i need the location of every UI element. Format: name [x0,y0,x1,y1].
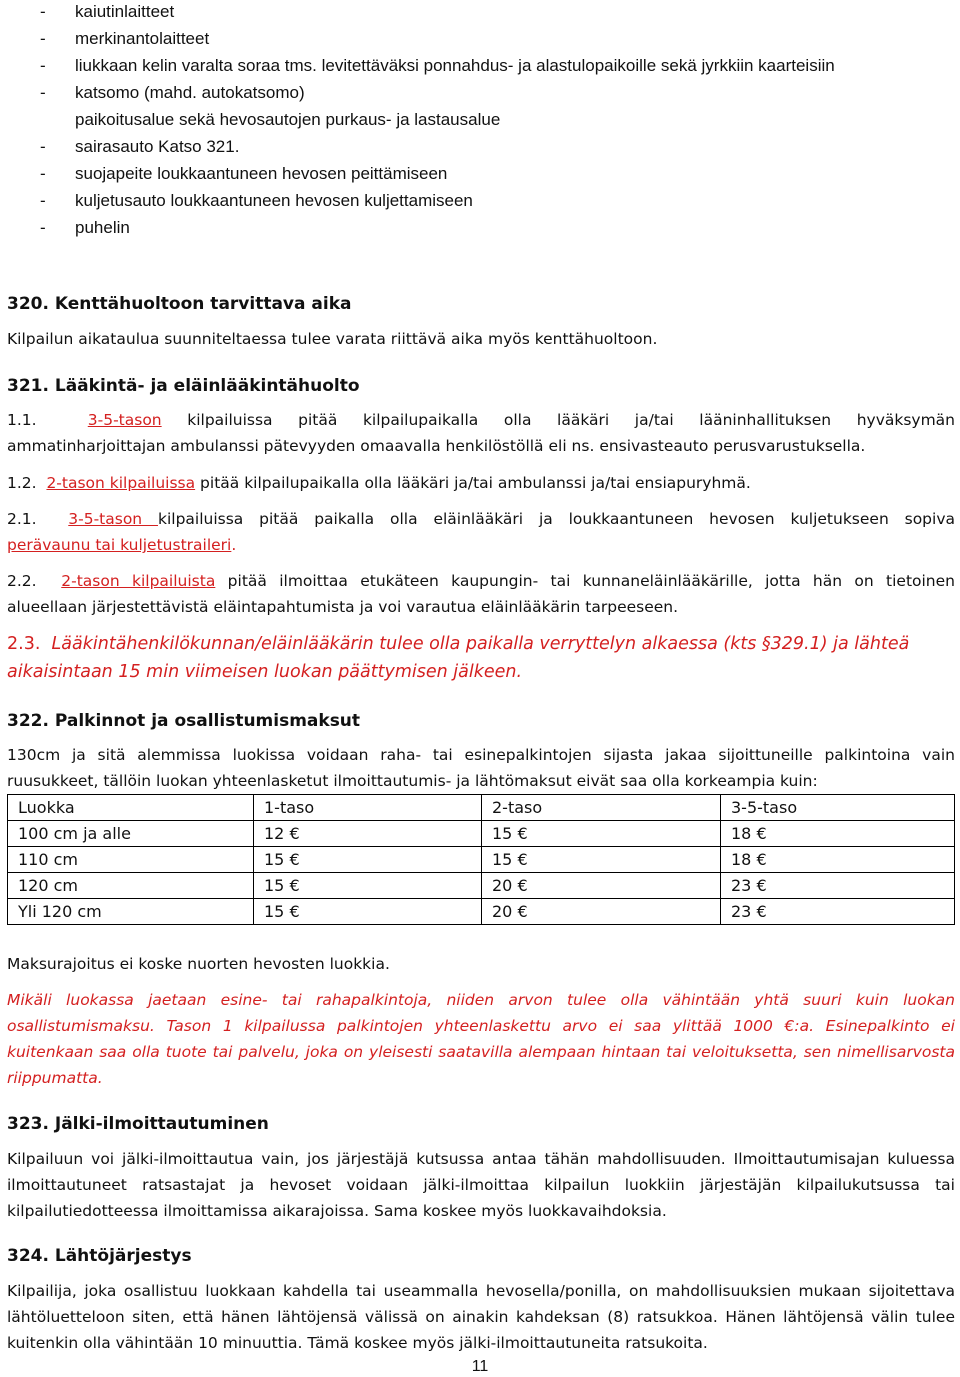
paragraph-2-1 [7,506,955,558]
table-cell: 23 € [721,873,955,899]
section-322-title: 322. Palkinnot ja osallistumismaksut [7,711,361,731]
table-cell: 15 € [482,821,721,847]
paragraph-line [7,630,955,658]
paragraph-1-2 [7,470,955,496]
list-dash: - [40,191,46,210]
level-link[interactable]: 3-5-tason [87,411,162,429]
table-cell: 100 cm ja alle [8,821,254,847]
table-cell: 12 € [254,821,482,847]
paragraph-line [7,532,955,558]
list-item-text: merkinantolaitteet [75,29,210,48]
paragraph-number: 1.1. [7,411,37,429]
paragraph-line: ammatinharjoittajan ambulanssi pätevyyden omaavalla henkilöstöllä eli ns. ensivasteauto perusvarustuksella. [7,437,866,455]
fee-note: Maksurajoitus ei koske nuorten hevosten luokkia. [7,955,390,973]
section-322-intro: 130cm ja sitä alemmissa luokissa voidaan raha- tai esinepalkintojen sijasta jakaa sijoittuneille palkintoina vain ruusukkeet, tällöin luokan yhteenlasketut ilmoittautumis- ja lähtömaksut eivät saa olla korkeampia kuin: [7,746,955,790]
section-320-text: Kilpailun aikataulua suunniteltaessa tulee varata riittävä aika myös kenttähuoltoon. [7,330,658,348]
list-dash: - [40,29,46,48]
table-cell: 18 € [721,821,955,847]
list-item-text: suojapeite loukkaantuneen hevosen peittämiseen [75,164,448,183]
fee-table [7,794,955,925]
table-cell: 20 € [482,873,721,899]
paragraph-text: kilpailuissa pitää kilpailupaikalla olla lääkäri ja/tai lääninhallituksen hyväksymän [187,411,956,429]
paragraph-text: kilpailuissa pitää paikalla olla eläinlääkäri ja loukkaantuneen hevosen kuljetukseen sopiva [157,510,955,528]
list-item-text: kuljetusauto loukkaantuneen hevosen kuljettamiseen [75,191,473,210]
paragraph-line: aikaisintaan 15 min viimeisen luokan päättymisen jälkeen. [7,662,523,682]
paragraph-line [7,407,955,433]
period: . [231,536,237,554]
list-dash: - [40,137,46,156]
list-item-text: sairasauto Katso 321. [75,137,240,156]
section-320-title: 320. Kenttähuoltoon tarvittava aika [7,294,352,314]
section-321-title: 321. Lääkintä- ja eläinlääkintähuolto [7,376,360,396]
list-item-text: katsomo (mahd. autokatsomo) [75,83,305,102]
table-header-cell: Luokka [8,795,254,821]
section-323-text: Kilpailuun voi jälki-ilmoittautua vain, jos järjestäjä kutsussa antaa tähän mahdollisuuden. Ilmoittautumisajan kuluessa ilmoittautuneet ratsastajat ja hevoset voidaan jälki-ilmoittaa kilpailun luokkiin järjestäjän kilpailukutsussa tai kilpailutiedotteessa ilmoittamissa aikarajoissa. Sama koskee myös luokkavaihdoksia. [7,1150,955,1220]
list-item-text: paikoitusalue sekä hevosautojen purkaus- ja lastausalue [75,110,501,129]
page-number: 11 [471,1358,489,1375]
trailer-link[interactable]: perävaunu tai kuljetustraileri [7,536,232,554]
table-cell: 120 cm [8,873,254,899]
table-header-cell: 3-5-taso [721,795,955,821]
table-cell: 18 € [721,847,955,873]
table-cell: 15 € [254,873,482,899]
paragraph-line: alueellaan järjestettävistä eläintapahtumista ja voi varautua eläinlääkärin tarpeeseen. [7,598,679,616]
table-cell: 20 € [482,899,721,925]
list-dash: - [40,83,46,102]
paragraph-1-1 [7,407,955,459]
paragraph-number: 2.3. [7,634,41,654]
paragraph-2-3 [7,630,955,686]
table-cell: 15 € [254,899,482,925]
list-item-text: puhelin [75,218,130,237]
paragraph-number: 1.2. [7,474,37,492]
section-323-title: 323. Jälki-ilmoittautuminen [7,1114,269,1134]
table-cell: 15 € [254,847,482,873]
table-cell: Yli 120 cm [8,899,254,925]
table-row [8,821,955,847]
list-dash: - [40,164,46,183]
paragraph-text: Lääkintähenkilökunnan/eläinlääkärin tulee olla paikalla verryttelyn alkaessa (kts §329.1) ja lähteä [51,634,910,654]
paragraph-number: 2.2. [7,572,37,590]
level-link[interactable]: 2-tason kilpailuista [61,572,216,590]
table-header-cell: 2-taso [482,795,721,821]
paragraph-line [7,506,955,532]
table-header-cell: 1-taso [254,795,482,821]
section-324-title: 324. Lähtöjärjestys [7,1246,192,1266]
paragraph-line [7,568,955,594]
prize-rule-text: Mikäli luokassa jaetaan esine- tai rahapalkintoja, niiden arvon tulee olla vähintään yhtä suuri kuin luokan osallistumismaksu. Tason 1 kilpailussa palkintojen yhteenlaskettu arvo ei saa ylittää 1000 €:a. Esinepalkinto ei kuitenkaan saa olla tuote tai palvelu, joka on yleisesti saatavilla alempaan hintaan tai veloituksetta, sen nimellisarvosta riippumatta. [7,991,955,1087]
table-cell: 15 € [482,847,721,873]
paragraph-2-2 [7,568,955,620]
table-cell: 110 cm [8,847,254,873]
table-header-row [8,795,955,821]
level-link[interactable]: 2-tason kilpailuissa [46,474,196,492]
table-row [8,847,955,873]
paragraph-text: pitää ilmoittaa etukäteen kaupungin- tai kunnaneläinlääkärille, jotta hän on tietoinen [227,572,955,590]
level-link[interactable]: 3-5-tason [68,510,158,528]
list-dash: - [40,218,46,237]
paragraph-text: pitää kilpailupaikalla olla lääkäri ja/tai ambulanssi ja/tai ensiapuryhmä. [200,474,751,492]
list-dash: - [40,2,46,21]
table-row [8,899,955,925]
section-324-text: Kilpailija, joka osallistuu luokkaan kahdella tai useammalla hevosella/ponilla, on mahdollisuuksien mukaan sijoitettava lähtöluetteloon siten, että hänen lähtöjensä välissä on ainakin kahdeksan (8) ratsukkoa. Hänen lähtöjensä välin tulee kuitenkin olla vähintään 10 minuuttia. Tämä koskee myös jälki-ilmoittautuneita ratsukoita. [7,1282,955,1352]
list-item-text: liukkaan kelin varalta soraa tms. levitettäväksi ponnahdus- ja alastulopaikoille sekä jyrkkiin kaarteisiin [75,56,835,75]
list-dash: - [40,56,46,75]
table-cell: 23 € [721,899,955,925]
paragraph-number: 2.1. [7,510,37,528]
list-item-text: kaiutinlaitteet [75,2,175,21]
table-row [8,873,955,899]
